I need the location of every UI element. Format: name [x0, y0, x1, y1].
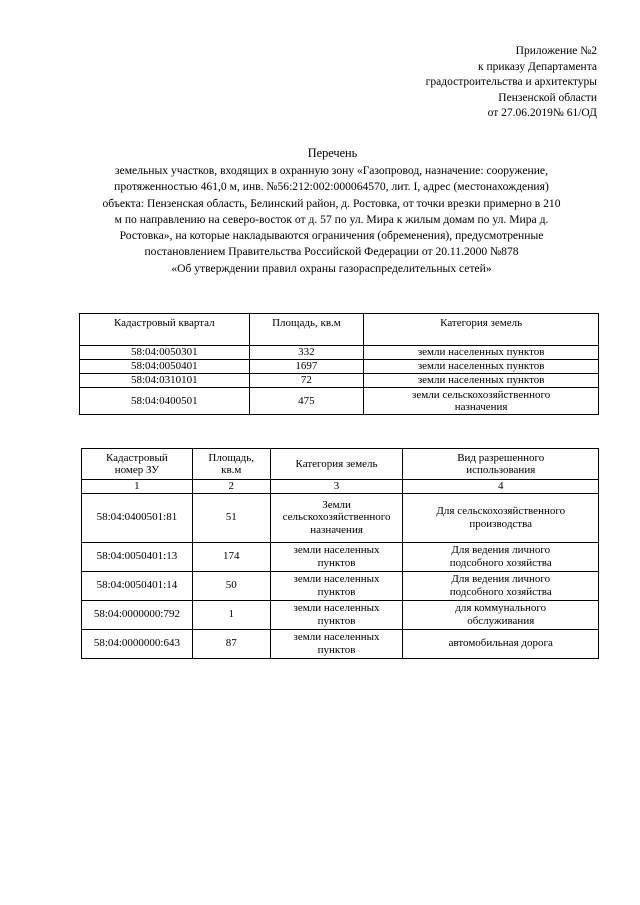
column-number-row: [82, 480, 599, 494]
table-header-row: [82, 449, 599, 480]
table-cell: земли сельскохозяйственного назначения: [364, 388, 599, 415]
description-line: Ростовка», на которые накладываются ограничения (обременения), предусмотренные: [119, 229, 544, 243]
document-description: [65, 163, 598, 277]
table-cell: земли населенных пунктов: [364, 346, 599, 360]
table-cell: 475: [249, 388, 364, 415]
land-plots-table: [81, 448, 599, 659]
table-cell: 87: [192, 629, 270, 658]
description-line: «Об утверждении правил охраны газораспределительных сетей»: [171, 261, 492, 275]
table-header-row: [80, 314, 599, 346]
table-cell: для коммунального обслуживания: [403, 600, 599, 629]
table-cell: Земли сельскохозяйственного назначения: [270, 493, 403, 542]
column-header: Площадь, кв.м: [192, 449, 270, 480]
column-header: Кадастровый квартал: [80, 314, 250, 346]
column-header: Кадастровый номер ЗУ: [82, 449, 193, 480]
appendix-header: [337, 44, 597, 122]
table-cell: земли населенных пунктов: [364, 360, 599, 374]
table-cell: 58:04:0000000:792: [82, 600, 193, 629]
table-cell: 58:04:0050401:13: [82, 542, 193, 571]
table-cell: земли населенных пунктов: [270, 571, 403, 600]
table-row: [82, 493, 599, 542]
table-cell: автомобильная дорога: [403, 629, 599, 658]
table-cell: Для ведения личного подсобного хозяйства: [403, 571, 599, 600]
column-header: Категория земель: [364, 314, 599, 346]
appendix-line: Пензенской области: [498, 91, 597, 104]
appendix-line: Приложение №2: [515, 45, 597, 57]
table-cell: земли населенных пунктов: [270, 629, 403, 658]
description-line: протяженностью 461,0 м, инв. №56:212:002:000064570, лит. I, адрес (местонахождения): [114, 180, 549, 194]
table-cell: 58:04:0400501:81: [82, 493, 193, 542]
column-number: 2: [192, 480, 270, 494]
table-cell: 174: [192, 542, 270, 571]
table-cell: 58:04:0310101: [80, 374, 250, 388]
description-line: земельных участков, входящих в охранную зону «Газопровод, назначение: сооружение,: [115, 164, 548, 177]
table-row: [82, 542, 599, 571]
table-row: [80, 374, 599, 388]
table-row: [82, 629, 599, 658]
table-cell: 58:04:0050301: [80, 346, 250, 360]
cadastral-quarters-table: [79, 313, 599, 415]
column-number: 3: [270, 480, 403, 494]
appendix-line: к приказу Департамента: [478, 60, 597, 73]
table-row: [82, 571, 599, 600]
table-cell: 72: [249, 374, 364, 388]
table-cell: 58:04:0050401: [80, 360, 250, 374]
table-row: [80, 346, 599, 360]
column-number: 1: [82, 480, 193, 494]
appendix-line: от 27.06.2019№ 61/ОД: [487, 107, 597, 120]
table-cell: 50: [192, 571, 270, 600]
table-row: [80, 388, 599, 415]
table-cell: Для сельскохозяйственного производства: [403, 493, 599, 542]
table-cell: 58:04:0050401:14: [82, 571, 193, 600]
table-cell: 1: [192, 600, 270, 629]
appendix-line: градостроительства и архитектуры: [425, 76, 597, 89]
column-number: 4: [403, 480, 599, 494]
column-header: Площадь, кв.м: [249, 314, 364, 346]
document-title: Перечень: [307, 146, 358, 160]
description-line: объекта: Пензенская область, Белинский район, д. Ростовка, от точки врезки примерно в 210: [102, 196, 561, 210]
column-header: Вид разрешенного использования: [403, 449, 599, 480]
table-cell: земли населенных пунктов: [270, 600, 403, 629]
description-line: м по направлению на северо-восток от д. 57 по ул. Мира к жилым домам по ул. Мира д.: [114, 212, 549, 226]
table-cell: 58:04:0400501: [80, 388, 250, 415]
table-cell: земли населенных пунктов: [364, 374, 599, 388]
table-row: [80, 360, 599, 374]
table-cell: 51: [192, 493, 270, 542]
table-cell: Для ведения личного подсобного хозяйства: [403, 542, 599, 571]
table-cell: 58:04:0000000:643: [82, 629, 193, 658]
description-line: постановлением Правительства Российской Федерации от 20.11.2000 №878: [144, 245, 519, 259]
table-row: [82, 600, 599, 629]
table-cell: 1697: [249, 360, 364, 374]
column-header: Категория земель: [270, 449, 403, 480]
table-cell: 332: [249, 346, 364, 360]
table-cell: земли населенных пунктов: [270, 542, 403, 571]
